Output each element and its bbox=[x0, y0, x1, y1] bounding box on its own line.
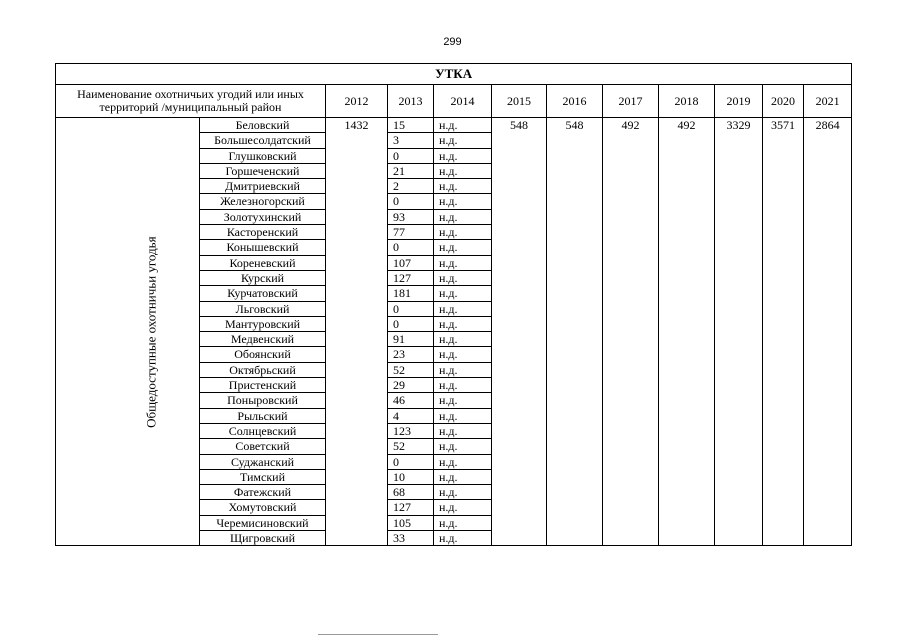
district-name: Касторенский bbox=[200, 225, 326, 240]
district-name: Щигровский bbox=[200, 531, 326, 546]
value-2013: 107 bbox=[388, 255, 434, 270]
district-name: Горшеченский bbox=[200, 163, 326, 178]
district-name: Льговский bbox=[200, 301, 326, 316]
value-2014: н.д. bbox=[434, 408, 492, 423]
value-2014: н.д. bbox=[434, 209, 492, 224]
district-name: Золотухинский bbox=[200, 209, 326, 224]
total-2012: 1432 bbox=[326, 118, 388, 546]
value-2013: 33 bbox=[388, 531, 434, 546]
value-2013: 181 bbox=[388, 286, 434, 301]
group-label-cell bbox=[56, 118, 200, 546]
header-year-2019: 2019 bbox=[715, 85, 763, 118]
total-2021: 2864 bbox=[804, 118, 852, 546]
value-2013: 3 bbox=[388, 133, 434, 148]
header-year-2018: 2018 bbox=[659, 85, 715, 118]
value-2014: н.д. bbox=[434, 118, 492, 133]
district-name: Суджанский bbox=[200, 454, 326, 469]
value-2014: н.д. bbox=[434, 148, 492, 163]
value-2014: н.д. bbox=[434, 454, 492, 469]
header-year-2016: 2016 bbox=[547, 85, 603, 118]
header-year-2013: 2013 bbox=[388, 85, 434, 118]
value-2013: 15 bbox=[388, 118, 434, 133]
district-name: Глушковский bbox=[200, 148, 326, 163]
value-2013: 127 bbox=[388, 270, 434, 285]
value-2013: 105 bbox=[388, 515, 434, 530]
value-2014: н.д. bbox=[434, 163, 492, 178]
district-name: Беловский bbox=[200, 118, 326, 133]
value-2013: 52 bbox=[388, 362, 434, 377]
value-2014: н.д. bbox=[434, 515, 492, 530]
district-name: Конышевский bbox=[200, 240, 326, 255]
value-2014: н.д. bbox=[434, 270, 492, 285]
value-2014: н.д. bbox=[434, 347, 492, 362]
district-name: Обоянский bbox=[200, 347, 326, 362]
value-2013: 123 bbox=[388, 423, 434, 438]
value-2014: н.д. bbox=[434, 393, 492, 408]
value-2014: н.д. bbox=[434, 194, 492, 209]
header-year-2012: 2012 bbox=[326, 85, 388, 118]
value-2014: н.д. bbox=[434, 316, 492, 331]
header-year-2021: 2021 bbox=[804, 85, 852, 118]
value-2014: н.д. bbox=[434, 133, 492, 148]
table-row bbox=[56, 118, 852, 133]
group-label: Общедоступные охотничьи угодья bbox=[143, 235, 159, 428]
district-name: Черемисиновский bbox=[200, 515, 326, 530]
table-body bbox=[56, 64, 852, 546]
value-2013: 0 bbox=[388, 148, 434, 163]
value-2013: 68 bbox=[388, 485, 434, 500]
district-name: Курчатовский bbox=[200, 286, 326, 301]
value-2013: 127 bbox=[388, 500, 434, 515]
district-name: Курский bbox=[200, 270, 326, 285]
district-name: Хомутовский bbox=[200, 500, 326, 515]
header-name-cell: Наименование охотничьих угодий или иных территорий /муниципальный район bbox=[56, 85, 326, 118]
value-2014: н.д. bbox=[434, 240, 492, 255]
value-2014: н.д. bbox=[434, 362, 492, 377]
value-2013: 21 bbox=[388, 163, 434, 178]
total-2016: 548 bbox=[547, 118, 603, 546]
total-2019: 3329 bbox=[715, 118, 763, 546]
district-name: Кореневский bbox=[200, 255, 326, 270]
district-name: Пристенский bbox=[200, 378, 326, 393]
header-year-2015: 2015 bbox=[492, 85, 547, 118]
district-name: Советский bbox=[200, 439, 326, 454]
value-2014: н.д. bbox=[434, 301, 492, 316]
value-2013: 46 bbox=[388, 393, 434, 408]
value-2014: н.д. bbox=[434, 423, 492, 438]
value-2013: 0 bbox=[388, 240, 434, 255]
district-name: Рыльский bbox=[200, 408, 326, 423]
value-2014: н.д. bbox=[434, 439, 492, 454]
value-2013: 52 bbox=[388, 439, 434, 454]
district-name: Солнцевский bbox=[200, 423, 326, 438]
value-2014: н.д. bbox=[434, 378, 492, 393]
value-2014: н.д. bbox=[434, 286, 492, 301]
value-2013: 4 bbox=[388, 408, 434, 423]
value-2013: 77 bbox=[388, 225, 434, 240]
bottom-rule bbox=[318, 634, 438, 635]
district-name: Мантуровский bbox=[200, 316, 326, 331]
value-2013: 2 bbox=[388, 179, 434, 194]
value-2013: 0 bbox=[388, 301, 434, 316]
value-2013: 91 bbox=[388, 332, 434, 347]
value-2014: н.д. bbox=[434, 485, 492, 500]
district-name: Дмитриевский bbox=[200, 179, 326, 194]
district-name: Октябрьский bbox=[200, 362, 326, 377]
district-name: Медвенский bbox=[200, 332, 326, 347]
value-2014: н.д. bbox=[434, 531, 492, 546]
district-name: Большесолдатский bbox=[200, 133, 326, 148]
table-title: УТКА bbox=[56, 64, 852, 85]
value-2013: 0 bbox=[388, 454, 434, 469]
value-2014: н.д. bbox=[434, 500, 492, 515]
value-2013: 29 bbox=[388, 378, 434, 393]
header-row bbox=[56, 85, 852, 118]
value-2014: н.д. bbox=[434, 225, 492, 240]
value-2013: 0 bbox=[388, 316, 434, 331]
header-year-2014: 2014 bbox=[434, 85, 492, 118]
value-2013: 10 bbox=[388, 469, 434, 484]
total-2017: 492 bbox=[603, 118, 659, 546]
total-2015: 548 bbox=[492, 118, 547, 546]
total-2018: 492 bbox=[659, 118, 715, 546]
value-2014: н.д. bbox=[434, 332, 492, 347]
value-2013: 0 bbox=[388, 194, 434, 209]
district-name: Поныровский bbox=[200, 393, 326, 408]
total-2020: 3571 bbox=[763, 118, 804, 546]
value-2014: н.д. bbox=[434, 469, 492, 484]
value-2014: н.д. bbox=[434, 179, 492, 194]
value-2013: 93 bbox=[388, 209, 434, 224]
duck-count-table bbox=[55, 63, 852, 546]
header-year-2017: 2017 bbox=[603, 85, 659, 118]
header-year-2020: 2020 bbox=[763, 85, 804, 118]
value-2013: 23 bbox=[388, 347, 434, 362]
district-name: Тимский bbox=[200, 469, 326, 484]
district-name: Железногорский bbox=[200, 194, 326, 209]
value-2014: н.д. bbox=[434, 255, 492, 270]
page-number: 299 bbox=[443, 36, 462, 48]
district-name: Фатежский bbox=[200, 485, 326, 500]
